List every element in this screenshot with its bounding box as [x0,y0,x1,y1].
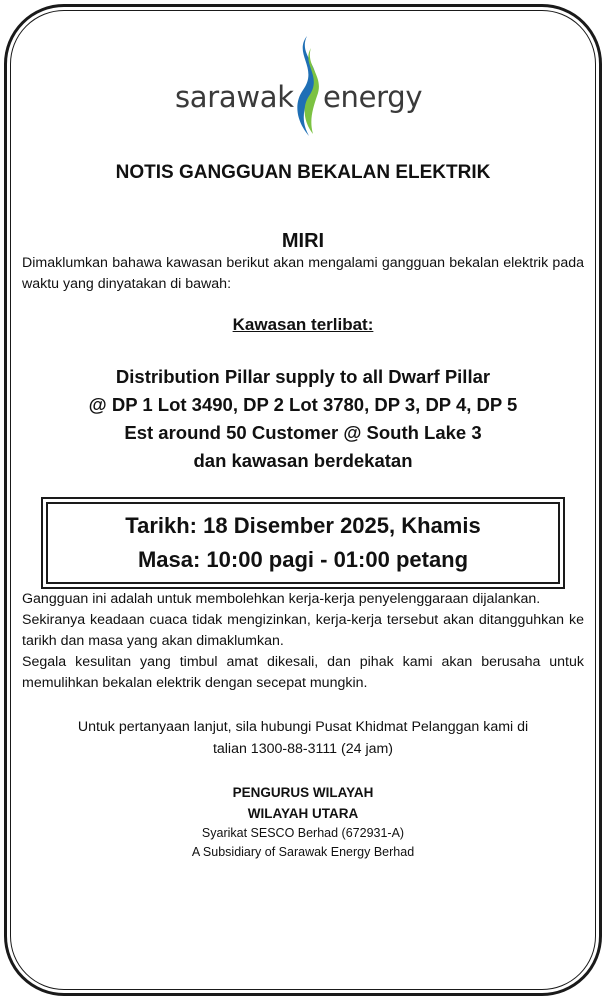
contact-line: Untuk pertanyaan lanjut, sila hubungi Pusat Khidmat Pelanggan kami di [77,719,529,735]
date-time-box-inner [46,502,560,584]
contact-hotline: talian 1300-88-3111 (24 jam) [212,741,394,757]
notice-city: MIRI [281,230,325,252]
company-subsidiary: A Subsidiary of Sarawak Energy Berhad [191,845,415,859]
maintenance-paragraph: Gangguan ini adalah untuk membolehkan kerja-kerja penyelenggaraan dijalankan. [22,591,541,607]
apology-paragraph: Segala kesulitan yang timbul amat dikesali, dan pihak kami akan berusaha untuk memulihkan bekalan elektrik dengan secepat mungkin. [22,654,584,691]
company-name: Syarikat SESCO Berhad (672931-A) [201,826,405,840]
signatory-title: PENGURUS WILAYAH [232,785,374,800]
weather-paragraph: Sekiranya keadaan cuaca tidak mengizinkan, kerja-kerja tersebut akan ditangguhkan ke tarikh dan masa yang akan dimaklumkan. [22,612,584,649]
affected-area-heading: Kawasan terlibat: [232,315,374,334]
intro-paragraph: Dimaklumkan bahawa kawasan berikut akan mengalami gangguan bekalan elektrik pada waktu yang dinyatakan di bawah: [22,255,584,292]
area-line: @ DP 1 Lot 3490, DP 2 Lot 3780, DP 3, DP 4, DP 5 [88,394,518,415]
logo-word-energy: energy [323,80,423,114]
notice-title: NOTIS GANGGUAN BEKALAN ELEKTRIK [115,162,491,183]
outage-date: Tarikh: 18 Disember 2025, Khamis [125,513,481,538]
logo-word-sarawak: sarawak [175,80,294,114]
affected-area-list [22,363,584,475]
signature-block [22,782,584,862]
area-line: Est around 50 Customer @ South Lake 3 [124,422,482,443]
flame-swoosh-icon [289,34,321,138]
signatory-region: WILAYAH UTARA [247,806,359,821]
notice-content [22,30,584,862]
date-time-box [41,497,565,589]
sarawak-energy-logo [173,30,433,140]
outage-time: Masa: 10:00 pagi - 01:00 petang [137,547,469,572]
area-line: dan kawasan berdekatan [193,450,413,471]
area-line: Distribution Pillar supply to all Dwarf Pillar [115,366,491,387]
contact-info [22,716,584,760]
